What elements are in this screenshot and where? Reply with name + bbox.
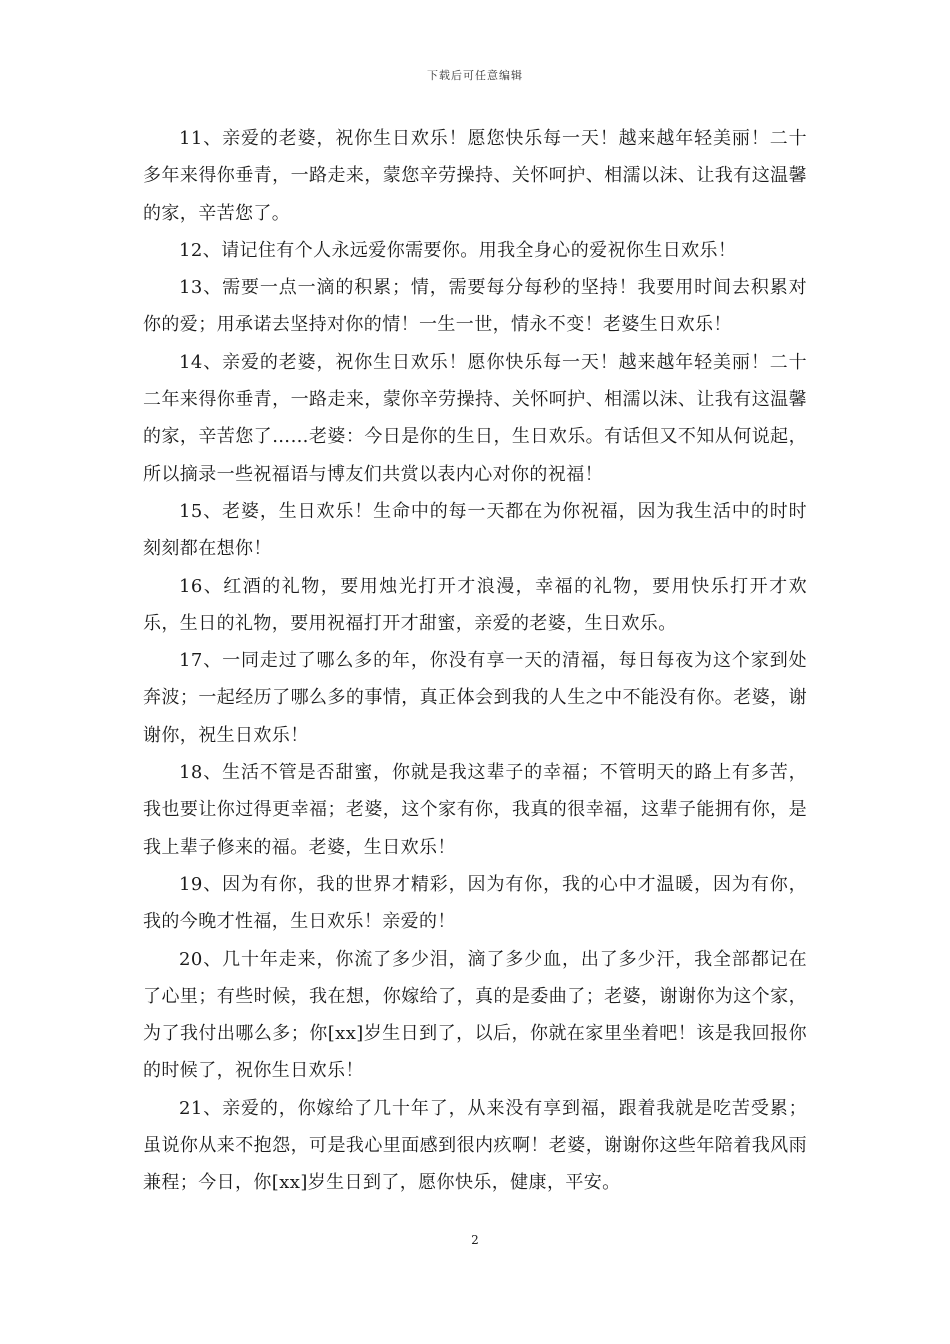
paragraph-17: 17、一同走过了哪么多的年，你没有享一天的清福，每日每夜为这个家到处奔波；一起经历了哪么多的事情，真正体会到我的人生之中不能没有你。老婆，谢谢你，祝生日欢乐！ — [143, 650, 807, 746]
paragraph-15: 15、老婆，生日欢乐！生命中的每一天都在为你祝福，因为我生活中的时时刻刻都在想你！ — [143, 500, 807, 560]
paragraph-12: 12、请记住有个人永远爱你需要你。用我全身心的爱祝你生日欢乐！ — [179, 239, 737, 261]
paragraph-16: 16、红酒的礼物，要用烛光打开才浪漫，幸福的礼物，要用快乐打开才欢乐，生日的礼物，要用祝福打开才甜蜜，亲爱的老婆，生日欢乐。 — [143, 575, 807, 634]
paragraph-20: 20、几十年走来，你流了多少泪，滴了多少血，出了多少汗，我全部都记在了心里；有些时候，我在想，你嫁给了，真的是委曲了；老婆，谢谢你为这个家，为了我付出哪么多；你[xx]岁生日到了，以后，你就在家里坐着吧！该是我回报你的时候了，祝你生日欢乐！ — [143, 948, 807, 1082]
paragraph-11: 11、亲爱的老婆，祝你生日欢乐！愿您快乐每一天！越来越年轻美丽！二十多年来得你垂青，一路走来，蒙您辛劳操持、关怀呵护、相濡以沫、让我有这温馨的家，辛苦您了。 — [143, 128, 807, 224]
paragraph-18: 18、生活不管是否甜蜜，你就是我这辈子的幸福；不管明天的路上有多苦，我也要让你过得更幸福；老婆，这个家有你，我真的很幸福，这辈子能拥有你，是我上辈子修来的福。老婆，生日欢乐！ — [143, 762, 807, 858]
header-note: 下载后可任意编辑 — [427, 69, 523, 82]
paragraph-13: 13、需要一点一滴的积累；情，需要每分每秒的坚持！我要用时间去积累对你的爱；用承诺去坚持对你的情！一生一世，情永不变！老婆生日欢乐！ — [143, 277, 807, 336]
document-body — [143, 120, 807, 1202]
paragraph-21: 21、亲爱的，你嫁给了几十年了，从来没有享到福，跟着我就是吃苦受累；虽说你从来不抱怨，可是我心里面感到很内疚啊！老婆，谢谢你这些年陪着我风雨兼程；今日，你[xx]岁生日到了，愿你快乐，健康，平安。 — [143, 1097, 807, 1194]
paragraph-19: 19、因为有你，我的世界才精彩，因为有你，我的心中才温暖，因为有你，我的今晚才性福，生日欢乐！亲爱的！ — [143, 873, 807, 933]
paragraph-14: 14、亲爱的老婆，祝你生日欢乐！愿你快乐每一天！越来越年轻美丽！二十二年来得你垂青，一路走来，蒙你辛劳操持、关怀呵护、相濡以沫、让我有这温馨的家，辛苦您了……老婆：今日是你的生日，生日欢乐。有话但又不知从何说起，所以摘录一些祝福语与博友们共赏以表内心对你的祝福！ — [143, 351, 807, 485]
page-number: 2 — [471, 1233, 479, 1247]
